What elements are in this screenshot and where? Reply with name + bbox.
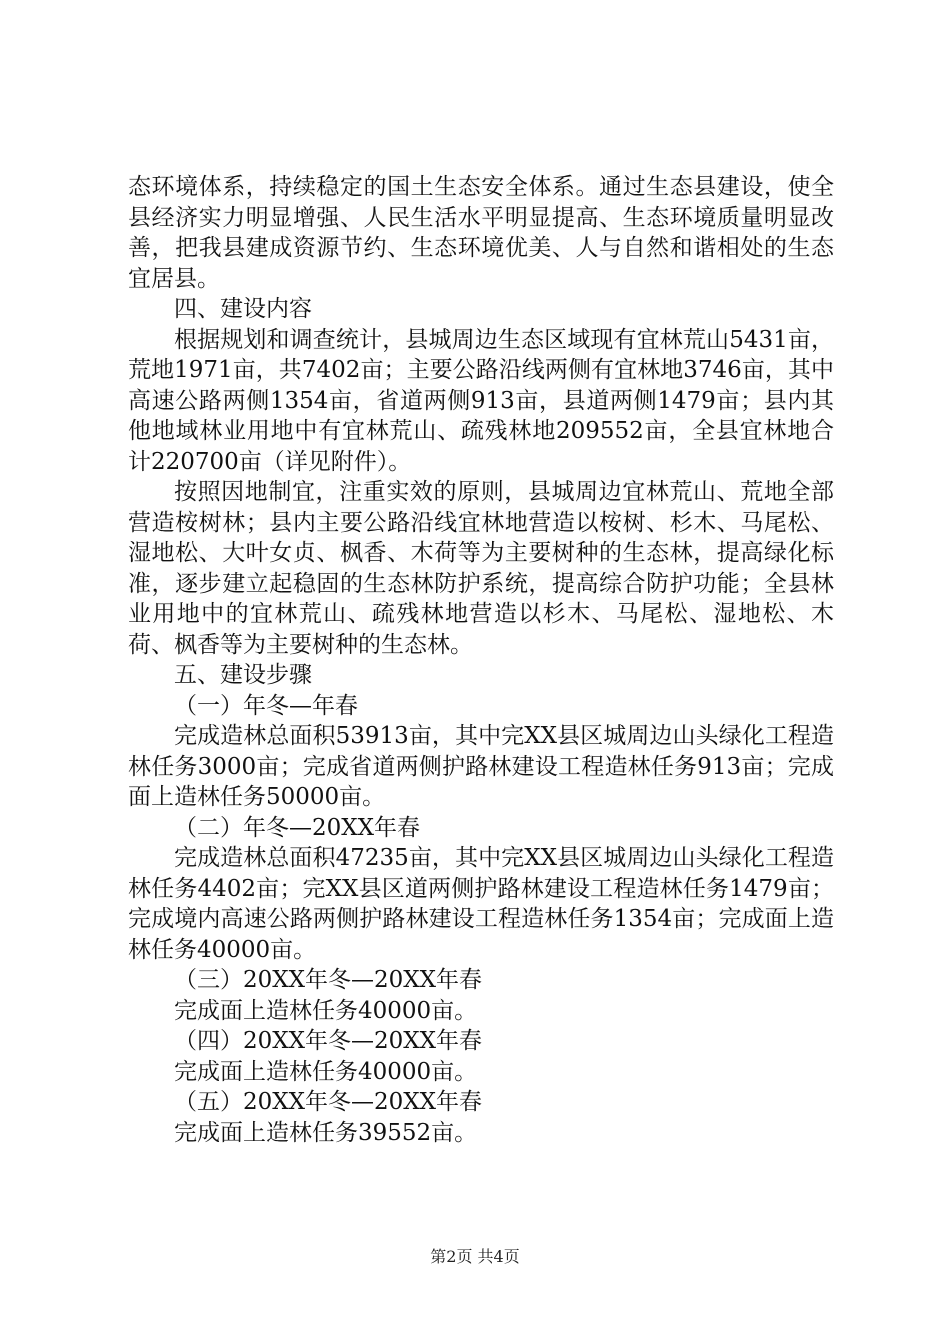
page-footer: 第2页 共4页	[430, 1247, 520, 1266]
paragraph-planting-principles: 按照因地制宜，注重实效的原则，县城周边宜林荒山、荒地全部营造桉树林；县内主要公路沿线宜林地营造以桉树、杉木、马尾松、湿地松、大叶女贞、枫香、木荷等为主要树种的生态林，提高绿化标准，逐步建立起稳固的生态林防护系统，提高综合防护功能；全县林业用地中的宜林荒山、疏残林地营造以杉木、马尾松、湿地松、木荷、枫香等为主要树种的生态林。	[128, 479, 834, 658]
paragraph-intro-continuation: 态环境体系，持续稳定的国土生态安全体系。通过生态县建设，使全县经济实力明显增强、人民生活水平明显提高、生态环境质量明显改善，把我县建成资源节约、生态环境优美、人与自然和谐相处的生态宜居县。	[128, 174, 834, 292]
section-heading-construction-content: 四、建设内容	[174, 296, 312, 322]
section-heading-construction-steps: 五、建设步骤	[174, 662, 312, 688]
body-text	[128, 172, 834, 1148]
step-4-heading: （四）20XX年冬—20XX年春	[174, 1028, 483, 1054]
step-2-heading: （二）年冬—20XX年春	[174, 814, 421, 841]
step-1-text: 完成造林总面积53913亩，其中完XX县区城周边山头绿化工程造林任务3000亩；完成省道两侧护路林建设工程造林任务913亩；完成面上造林任务50000亩。	[128, 723, 834, 810]
step-4-text: 完成面上造林任务40000亩。	[174, 1058, 478, 1085]
step-5-heading: （五）20XX年冬—20XX年春	[174, 1089, 483, 1115]
paragraph-survey-statistics: 根据规划和调查统计，县城周边生态区域现有宜林荒山5431亩，荒地1971亩，共7402亩；主要公路沿线两侧有宜林地3746亩，其中高速公路两侧1354亩，省道两侧913亩，县道两侧1479亩；县内其他地域林业用地中有宜林荒山、疏残林地209552亩，全县宜林地合计220700亩（详见附件）。	[128, 326, 834, 475]
step-3-heading: （三）20XX年冬—20XX年春	[174, 967, 483, 993]
step-3-text: 完成面上造林任务40000亩。	[174, 997, 478, 1024]
step-1-heading: （一）年冬—年春	[174, 692, 358, 719]
step-2-text: 完成造林总面积47235亩，其中完XX县区城周边山头绿化工程造林任务4402亩；完XX县区道两侧护路林建设工程造林任务1479亩；完成境内高速公路两侧护路林建设工程造林任务1354亩；完成面上造林任务40000亩。	[128, 845, 834, 963]
step-5-text: 完成面上造林任务39552亩。	[174, 1119, 478, 1146]
